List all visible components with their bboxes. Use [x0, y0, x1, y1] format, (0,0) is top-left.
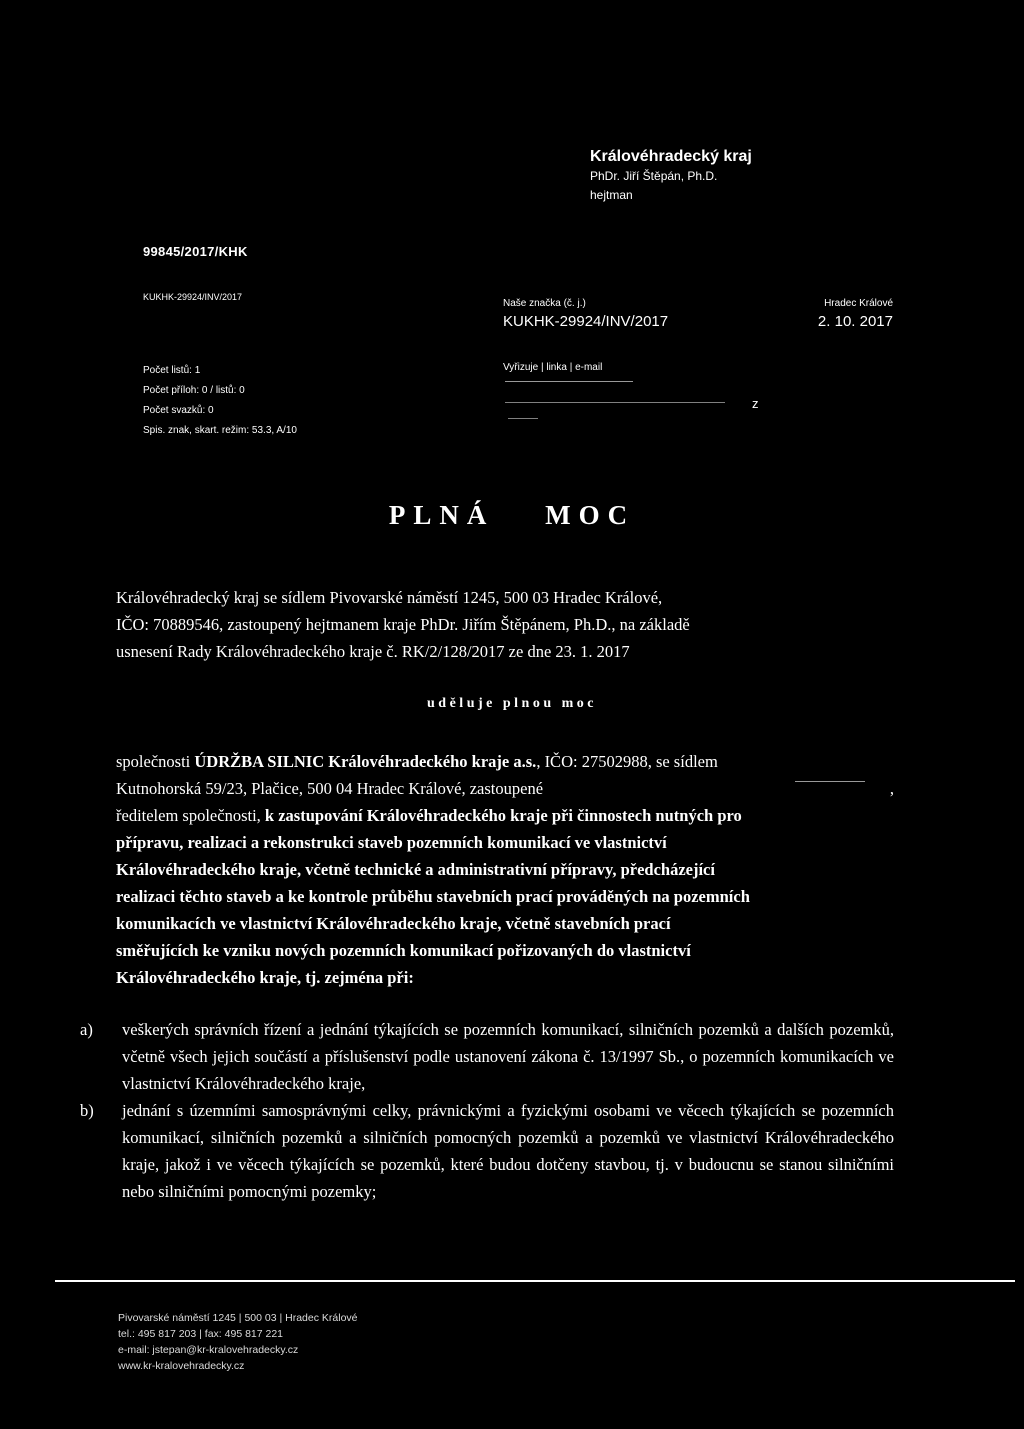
body-line-last: Královéhradeckého kraje, tj. zejména při:: [116, 968, 414, 987]
footer-divider: [55, 1280, 1015, 1282]
meta-filing: Spis. znak, skart. režim: 53.3, A/10: [143, 425, 297, 436]
redacted-contact-line: [505, 381, 633, 382]
letterhead-organization: Královéhradecký kraj: [590, 148, 752, 165]
body-line: směřujících ke vzniku nových pozemních komunikací pořizovaných do vlastnictví: [116, 941, 691, 960]
meta-volumes: Počet svazků: 0: [143, 405, 214, 416]
our-ref-label: Naše značka (č. j.): [503, 298, 586, 309]
intro-paragraph: [116, 584, 894, 665]
our-ref-value: KUKHK-29924/INV/2017: [503, 313, 669, 330]
document-number: 99845/2017/KHK: [143, 244, 248, 259]
redacted-name: [795, 781, 865, 782]
date-value: 2. 10. 2017: [817, 313, 893, 330]
company-name: ÚDRŽBA SILNIC Královéhradeckého kraje a.s.: [194, 752, 537, 771]
body-line-2-end: ,: [889, 779, 894, 798]
body-line: realizaci těchto staveb a ke kontrole průběhu stavebních prací prováděných na pozemních: [116, 887, 750, 906]
list-item-marker: b): [80, 1101, 94, 1120]
intro-line-2: IČO: 70889546, zastoupený hejtmanem kraje PhDr. Jiřím Štěpánem, Ph.D., na základě: [116, 615, 690, 634]
company-prefix: společnosti: [116, 752, 195, 771]
meta-sheets: Počet listů: 1: [143, 365, 201, 376]
list-item-text: veškerých správních řízení a jednání týkajících se pozemních komunikací, silničních pozemků a dalších pozemků, včetně všech jejich součástí a příslušenství podle ustanovení zákona č. 13/1997 Sb., o pozemních komunikacích ve vlastnictví Královéhradeckého kraje,: [122, 1020, 894, 1093]
meta-attachments: Počet příloh: 0 / listů: 0: [143, 385, 245, 396]
intro-line-3: usnesení Rady Královéhradeckého kraje č. RK/2/128/2017 ze dne 23. 1. 2017: [116, 642, 630, 661]
letterhead-role: hejtman: [590, 188, 633, 202]
grant-statement: uděluje plnou moc: [427, 696, 597, 711]
redacted-contact-line: [505, 402, 725, 403]
scope-list: [80, 1016, 894, 1205]
list-item-text: jednání s územními samosprávnými celky, právnickými a fyzickými osobami ve věcech týkajících se pozemních komunikací, silničních pozemků a silničních pomocných pozemků a pozemků ve vlastnictví Královéhradeckého kraje, jakož i ve věcech týkajících se pozemků, které budou dotčeny stavbou, tj. v budoucnu se stanou silničními nebo silničními pomocnými pozemky;: [122, 1101, 894, 1201]
body-line-3-plain: ředitelem společnosti,: [116, 806, 265, 825]
company-rest: , IČO: 27502988, se sídlem: [536, 752, 718, 771]
footer-address: Pivovarské náměstí 1245 | 500 03 | Hradec Králové: [118, 1312, 358, 1324]
title-word-1: PLNÁ: [388, 500, 495, 530]
body-line-3-bold: k zastupování Královéhradeckého kraje při činnostech nutných pro: [264, 806, 742, 825]
contact-trailing: z: [752, 396, 759, 411]
document-title: [0, 500, 1024, 531]
redacted-contact-line: [508, 418, 538, 419]
place-label: Hradec Králové: [824, 298, 893, 309]
list-item: [80, 1016, 894, 1097]
footer-email: e-mail: jstepan@kr-kralovehradecky.cz: [118, 1344, 299, 1356]
contact-label: Vyřizuje | linka | e-mail: [503, 362, 603, 373]
title-word-2: MOC: [545, 500, 636, 530]
small-reference: KUKHK-29924/INV/2017: [143, 292, 243, 302]
body-line: přípravu, realizaci a rekonstrukci staveb pozemních komunikací ve vlastnictví: [116, 833, 667, 852]
body-paragraph: [116, 748, 894, 991]
body-line: Královéhradeckého kraje, včetně technické a administrativní přípravy, předcházející: [116, 860, 715, 879]
intro-line-1: Královéhradecký kraj se sídlem Pivovarské náměstí 1245, 500 03 Hradec Králové,: [116, 588, 663, 607]
list-item: [80, 1097, 894, 1205]
list-item-marker: a): [80, 1020, 93, 1039]
body-line-2: Kutnohorská 59/23, Plačice, 500 04 Hradec Králové, zastoupené: [116, 779, 544, 798]
footer-phone: tel.: 495 817 203 | fax: 495 817 221: [118, 1328, 284, 1340]
body-line: komunikacích ve vlastnictví Královéhradeckého kraje, včetně stavebních prací: [116, 914, 671, 933]
footer-website: www.kr-kralovehradecky.cz: [118, 1360, 245, 1372]
letterhead-name: PhDr. Jiří Štěpán, Ph.D.: [590, 169, 718, 183]
